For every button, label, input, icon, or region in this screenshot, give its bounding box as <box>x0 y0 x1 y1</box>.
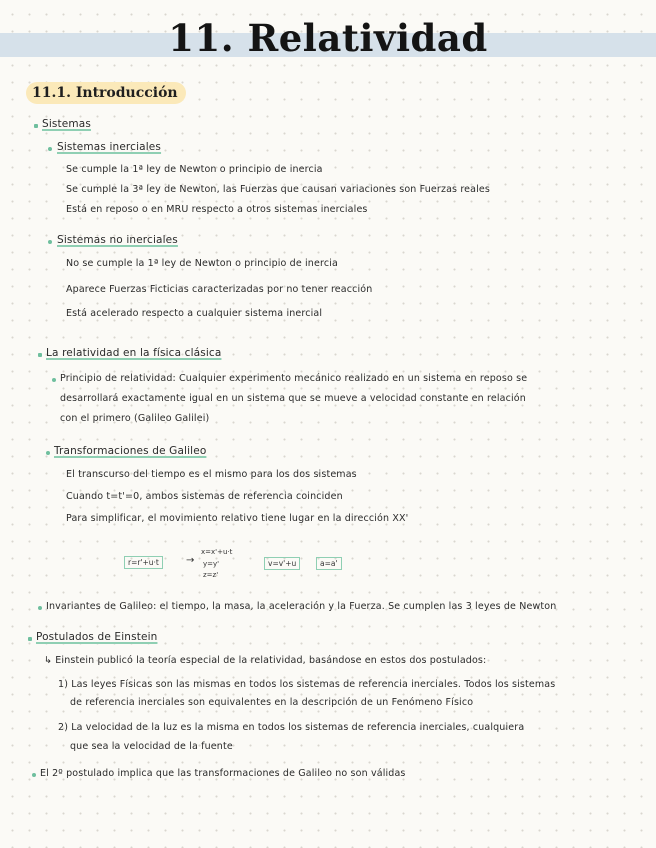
heading-postulados-einstein: Postulados de Einstein <box>36 631 158 643</box>
postulado-2-line-1: 2) La velocidad de la luz es la misma en todos los sistemas de referencia inerciales, cualquiera <box>58 722 525 733</box>
principio-relatividad-line-3: con el primero (Galileo Galilei) <box>60 413 210 424</box>
bullet-dot-icon <box>46 451 50 455</box>
formula-z: z=z' <box>203 571 219 579</box>
bullet-dot-icon <box>52 378 56 382</box>
note-segundo-postulado: El 2º postulado implica que las transformaciones de Galileo no son válidas <box>40 768 406 779</box>
note-transformacion-2: Cuando t=t'=0, ambos sistemas de referencia coinciden <box>66 491 343 502</box>
principio-relatividad-line-2: desarrollará exactamente igual en un sistema que se mueve a velocidad constante en relación <box>60 393 526 404</box>
bullet-square-icon <box>28 637 32 641</box>
note-transformacion-1: El transcurso del tiempo es el mismo para los dos sistemas <box>66 469 357 480</box>
note-no-inercial-1: No se cumple la 1ª ley de Newton o principio de inercia <box>66 258 338 269</box>
note-no-inercial-3: Está acelerado respecto a cualquier sistema inercial <box>66 308 323 319</box>
note-inercial-2: Se cumple la 3ª ley de Newton, las Fuerzas que causan variaciones son Fuerzas reales <box>66 184 491 195</box>
formula-position-box: r=r'+u·t <box>124 556 163 569</box>
arrow-right-icon: → <box>186 555 195 566</box>
formula-velocity-box: v=v'+u <box>264 557 300 570</box>
heading-relatividad-clasica: La relatividad en la física clásica <box>46 347 222 359</box>
formula-x: x=x'+u·t <box>201 548 233 556</box>
note-inercial-1: Se cumple la 1ª ley de Newton o principio de inercia <box>66 164 323 175</box>
heading-transformaciones-galileo: Transformaciones de Galileo <box>54 445 207 457</box>
heading-sistemas-no-inerciales: Sistemas no inerciales <box>57 234 178 246</box>
bullet-square-icon <box>34 124 38 128</box>
bullet-dot-icon <box>48 147 52 151</box>
note-einstein-intro: ↳ Einstein publicó la teoría especial de la relatividad, basándose en estos dos postulados: <box>44 655 487 666</box>
bullet-square-icon <box>38 353 42 357</box>
formula-y: y=y' <box>203 560 220 568</box>
page-title: 11. Relatividad <box>168 16 488 60</box>
postulado-1-line-1: 1) Las leyes Físicas son las mismas en todos los sistemas de referencia inerciales. Todos los sistemas <box>58 679 556 690</box>
section-heading: 11.1. Introducción <box>26 82 186 104</box>
note-transformacion-3: Para simplificar, el movimiento relativo tiene lugar en la dirección XX' <box>66 513 409 524</box>
bullet-dot-icon <box>48 240 52 244</box>
note-inercial-3: Está en reposo o en MRU respecto a otros sistemas inerciales <box>66 204 368 215</box>
postulado-1-line-2: de referencia inerciales son equivalentes en la descripción de un Fenómeno Físico <box>70 697 474 708</box>
postulado-2-line-2: que sea la velocidad de la fuente <box>70 741 233 752</box>
heading-sistemas-inerciales: Sistemas inerciales <box>57 141 162 153</box>
heading-sistemas: Sistemas <box>42 118 91 130</box>
note-no-inercial-2: Aparece Fuerzas Ficticias caracterizadas por no tener reacción <box>66 284 373 295</box>
formula-acceleration-box: a=a' <box>316 557 342 570</box>
bullet-dot-icon <box>32 773 36 777</box>
principio-relatividad-line-1: Principio de relatividad: Cualquier experimento mecánico realizado en un sistema en reposo se <box>60 373 528 384</box>
bullet-dot-icon <box>38 606 42 610</box>
note-invariantes-galileo: Invariantes de Galileo: el tiempo, la masa, la aceleración y la Fuerza. Se cumplen las 3 leyes de Newton <box>46 601 557 612</box>
